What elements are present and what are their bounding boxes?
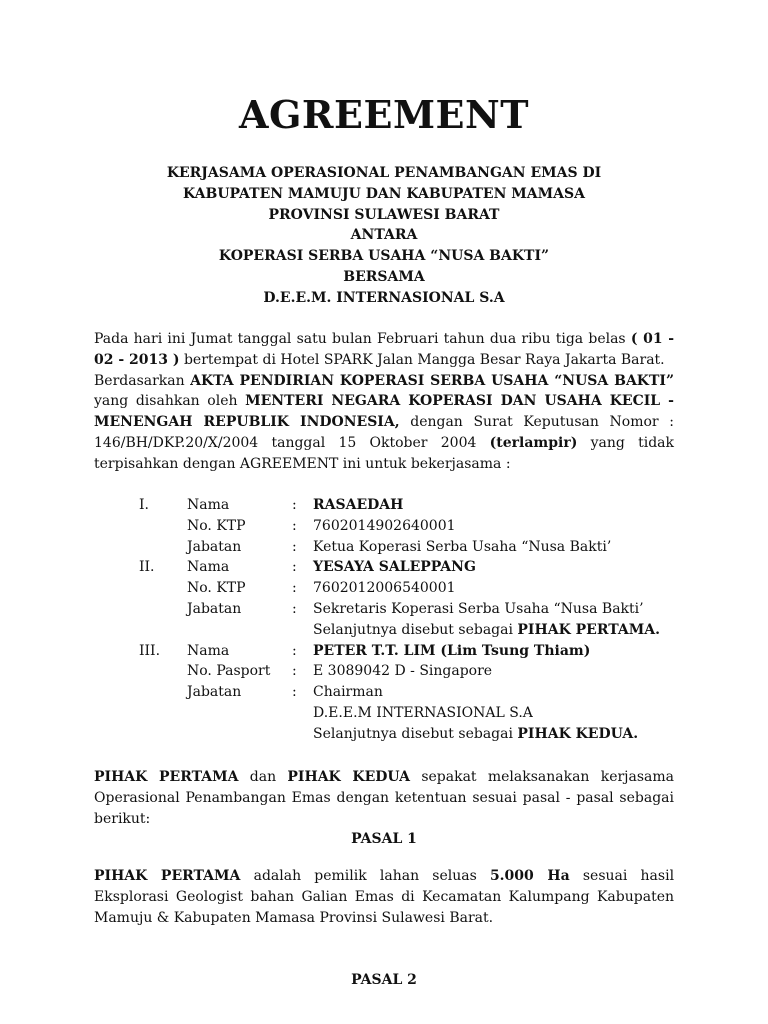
party-value: Chairman <box>313 684 383 701</box>
subtitle-line: KOPERASI SERBA USAHA “NUSA BAKTI” <box>218 248 550 265</box>
party-row <box>0 557 768 578</box>
party-note-prefix: Selanjutnya disebut sebagai <box>313 725 513 742</box>
pasal-1-text: sesuai hasil Eksplorasi Geologist bahan Galian Emas di Kecamatan Kalumpang Kabupaten Mamuju & Kabupaten Mamasa Provinsi Sulawesi Barat. <box>94 868 675 926</box>
land-area: 5.000 Ha <box>489 868 570 884</box>
opening-paragraph <box>94 329 674 475</box>
party-value: E 3089042 D - Singapore <box>313 663 493 680</box>
party-label: Nama <box>187 497 230 513</box>
party-note-row <box>0 724 768 745</box>
party-role: PIHAK KEDUA. <box>517 725 639 742</box>
opening-basis: Berdasarkan <box>94 372 185 389</box>
party-note <box>313 620 660 641</box>
party-colon: : <box>292 497 297 513</box>
party-label: No. Pasport <box>187 663 271 680</box>
party-colon: : <box>292 684 297 701</box>
conjunction: dan <box>249 769 277 785</box>
opening-date: ( 01 - 02 - 2013 ) <box>94 331 675 368</box>
party-label: Jabatan <box>187 684 242 701</box>
agreement-text: sepakat melaksanakan kerjasama Operasional Penambangan Emas dengan ketentuan sesuai pasal - pasal sebagai berikut: <box>94 769 675 827</box>
party-value: Sekretaris Koperasi Serba Usaha “Nusa Bakti’ <box>313 600 644 617</box>
document-subtitle <box>0 163 768 309</box>
party-one-ref: PIHAK PERTAMA <box>94 769 239 785</box>
party-row <box>0 682 768 703</box>
party-row <box>0 495 768 516</box>
agreement-paragraph <box>94 767 674 829</box>
party-colon: : <box>292 517 297 534</box>
pasal-2-heading: PASAL 2 <box>351 972 417 988</box>
party-colon: : <box>292 600 297 617</box>
party-row <box>0 599 768 620</box>
party-colon: : <box>292 663 297 680</box>
pasal-1-paragraph <box>94 866 674 928</box>
party-row <box>0 661 768 682</box>
opening-ratified: yang disahkan oleh <box>94 393 238 410</box>
party-value: 7602014902640001 <box>313 517 456 534</box>
party-note <box>313 724 638 745</box>
akta-name: AKTA PENDIRIAN KOPERASI SERBA USAHA “NUSA BAKTI” <box>190 372 674 389</box>
subtitle-line: ANTARA <box>350 227 418 244</box>
subtitle-line: BERSAMA <box>343 268 425 285</box>
subtitle-line: PROVINSI SULAWESI BARAT <box>268 206 500 223</box>
party-value: YESAYA SALEPPANG <box>313 559 476 576</box>
party-two-ref: PIHAK KEDUA <box>287 769 411 785</box>
decree-text: dengan Surat Keputusan Nomor : 146/BH/DKP.20/X/2004 tanggal 15 Oktober 2004 <box>94 414 674 451</box>
subtitle-line: KERJASAMA OPERASIONAL PENAMBANGAN EMAS DI <box>166 165 602 181</box>
party-label: Jabatan <box>187 600 242 617</box>
party-role: PIHAK PERTAMA. <box>517 621 660 638</box>
opening-closing: yang tidak terpisahkan dengan AGREEMENT ini untuk bekerjasama : <box>94 434 674 472</box>
party-value: PETER T.T. LIM (Lim Tsung Thiam) <box>313 642 591 659</box>
party-value: RASAEDAH <box>313 497 404 513</box>
party-note-row <box>0 703 768 724</box>
party-company: D.E.E.M INTERNASIONAL S.A <box>313 704 533 721</box>
party-row <box>0 537 768 558</box>
party-number: II. <box>139 559 155 576</box>
document-title: AGREEMENT <box>239 92 529 137</box>
party-value: 7602012006540001 <box>313 580 456 597</box>
party-note-row <box>0 620 768 641</box>
party-value: Ketua Koperasi Serba Usaha “Nusa Bakti’ <box>313 538 612 555</box>
attached-note: (terlampir) <box>489 434 578 451</box>
subtitle-line: KABUPATEN MAMUJU DAN KABUPATEN MAMASA <box>183 185 585 202</box>
parties-list <box>0 495 768 745</box>
pasal-1-text: adalah pemilik lahan seluas <box>253 868 477 884</box>
party-note-prefix: Selanjutnya disebut sebagai <box>313 621 513 638</box>
party-label: Jabatan <box>187 538 242 555</box>
party-colon: : <box>292 559 297 576</box>
opening-text: Pada hari ini Jumat tanggal satu bulan Februari tahun dua ribu tiga belas <box>94 331 626 347</box>
party-row <box>0 578 768 599</box>
party-label: Nama <box>187 642 230 659</box>
pasal-1-heading: PASAL 1 <box>351 831 417 847</box>
party-number: I. <box>139 497 149 513</box>
party-one-ref: PIHAK PERTAMA <box>94 868 241 884</box>
party-row <box>0 516 768 537</box>
subtitle-line: D.E.E.M. INTERNASIONAL S.A <box>263 289 505 306</box>
ministry-name: MENTERI NEGARA KOPERASI DAN USAHA KECIL - MENENGAH REPUBLIK INDONESIA, <box>94 393 674 431</box>
party-colon: : <box>292 538 297 555</box>
party-row <box>0 641 768 662</box>
party-label: No. KTP <box>187 517 246 534</box>
party-number: III. <box>139 642 161 659</box>
party-label: No. KTP <box>187 580 246 597</box>
party-colon: : <box>292 642 297 659</box>
party-label: Nama <box>187 559 230 576</box>
opening-location: bertempat di Hotel SPARK Jalan Mangga Besar Raya Jakarta Barat. <box>179 351 665 368</box>
party-colon: : <box>292 580 297 597</box>
